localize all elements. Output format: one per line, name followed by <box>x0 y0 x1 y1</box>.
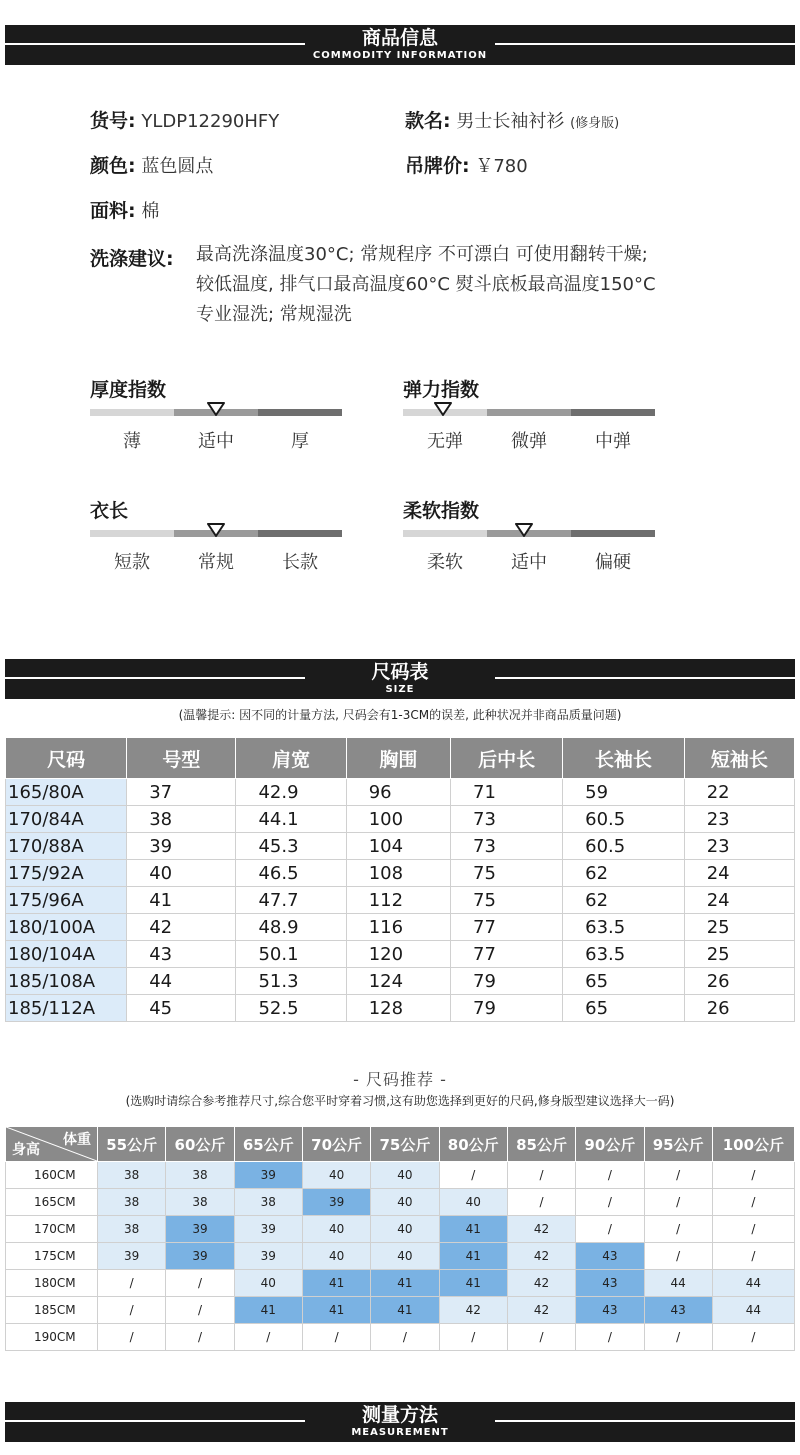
recommend-cell: 40 <box>234 1270 302 1297</box>
recommend-cell: / <box>507 1324 575 1351</box>
gauge-label: 中弹 <box>595 431 631 452</box>
gauge-segment <box>258 409 342 416</box>
recommend-corner <box>6 1127 98 1162</box>
recommend-cell: / <box>98 1324 166 1351</box>
style-name-value: 男士长袖衬衫 <box>456 111 565 132</box>
recommend-cell: 38 <box>98 1216 166 1243</box>
height-row-header: 160CM <box>6 1162 98 1189</box>
size-value-cell: 116 <box>346 914 450 941</box>
size-code-cell: 185/112A <box>6 995 127 1022</box>
size-value-cell: 23 <box>684 833 794 860</box>
size-col-header: 号型 <box>127 738 236 779</box>
size-value-cell: 71 <box>451 779 563 806</box>
size-value-cell: 65 <box>563 968 685 995</box>
recommend-cell: / <box>712 1324 794 1351</box>
commodity-section-header <box>5 25 795 65</box>
recommend-row <box>6 1297 795 1324</box>
recommend-cell: 39 <box>302 1189 370 1216</box>
size-value-cell: 77 <box>451 941 563 968</box>
size-value-cell: 79 <box>451 995 563 1022</box>
recommend-cell: / <box>576 1216 644 1243</box>
recommend-cell: / <box>644 1162 712 1189</box>
recommend-row <box>6 1324 795 1351</box>
recommend-cell: 41 <box>371 1297 439 1324</box>
weight-col-header: 55公斤 <box>98 1127 166 1162</box>
recommend-cell: / <box>712 1189 794 1216</box>
size-value-cell: 46.5 <box>236 860 346 887</box>
size-value-cell: 44.1 <box>236 806 346 833</box>
recommend-table <box>5 1126 795 1351</box>
recommend-cell: 41 <box>302 1297 370 1324</box>
size-code-cell: 175/92A <box>6 860 127 887</box>
gauge-segment <box>571 530 655 537</box>
recommend-cell: 40 <box>302 1243 370 1270</box>
recommend-cell: / <box>644 1243 712 1270</box>
size-value-cell: 42 <box>127 914 236 941</box>
length-gauge <box>90 496 342 576</box>
gauge-label: 薄 <box>123 431 141 452</box>
weight-col-header: 90公斤 <box>576 1127 644 1162</box>
gauge-label: 厚 <box>291 431 309 452</box>
size-title-cn: 尺码表 <box>371 661 429 683</box>
recommend-cell: 39 <box>166 1243 234 1270</box>
recommend-cell: / <box>576 1162 644 1189</box>
recommend-cell: 40 <box>302 1216 370 1243</box>
size-value-cell: 47.7 <box>236 887 346 914</box>
size-value-cell: 63.5 <box>563 941 685 968</box>
wash-line: 最高洗涤温度30°C; 常规程序 不可漂白 可使用翻转干燥; <box>196 244 648 265</box>
size-value-cell: 73 <box>451 806 563 833</box>
gauge-label: 常规 <box>198 552 234 573</box>
size-code-cell: 170/88A <box>6 833 127 860</box>
item-number-value: YLDP12290HFY <box>141 111 280 132</box>
recommend-cell: 38 <box>98 1189 166 1216</box>
color-value: 蓝色圆点 <box>141 156 214 177</box>
color-label: 颜色: <box>90 155 136 177</box>
recommend-cell: 38 <box>234 1189 302 1216</box>
height-row-header: 170CM <box>6 1216 98 1243</box>
recommend-cell: / <box>302 1324 370 1351</box>
recommend-tip: (选购时请综合参考推荐尺寸,综合您平时穿着习惯,这有助您选择到更好的尺码,修身版型建议选择大一码) <box>125 1094 675 1108</box>
size-section-header <box>5 659 795 699</box>
size-code-cell: 175/96A <box>6 887 127 914</box>
recommend-cell: 41 <box>302 1270 370 1297</box>
gauge-title: 衣长 <box>90 500 129 522</box>
measure-section-header <box>5 1402 795 1442</box>
recommend-cell: 43 <box>576 1270 644 1297</box>
recommend-cell: 41 <box>439 1216 507 1243</box>
recommend-cell: 41 <box>371 1270 439 1297</box>
size-col-header: 尺码 <box>6 738 127 779</box>
measure-title-en: MEASUREMENT <box>351 1427 449 1438</box>
commodity-title-en: COMMODITY INFORMATION <box>312 50 488 61</box>
size-value-cell: 52.5 <box>236 995 346 1022</box>
recommend-cell: 38 <box>166 1162 234 1189</box>
size-table-header-row <box>6 738 795 779</box>
tag-price-value: ￥780 <box>475 156 528 177</box>
recommend-cell: 38 <box>166 1189 234 1216</box>
size-value-cell: 96 <box>346 779 450 806</box>
weight-col-header: 80公斤 <box>439 1127 507 1162</box>
recommend-cell: / <box>507 1189 575 1216</box>
size-value-cell: 38 <box>127 806 236 833</box>
size-row <box>6 968 795 995</box>
gauge-segment <box>571 409 655 416</box>
recommend-cell: 42 <box>507 1216 575 1243</box>
gauge-title: 弹力指数 <box>403 379 480 401</box>
fabric-label: 面料: <box>90 200 136 222</box>
size-row <box>6 941 795 968</box>
recommend-cell: 43 <box>644 1297 712 1324</box>
wash-advice-lines <box>196 244 716 334</box>
size-value-cell: 42.9 <box>236 779 346 806</box>
recommend-row <box>6 1270 795 1297</box>
size-value-cell: 73 <box>451 833 563 860</box>
height-row-header: 190CM <box>6 1324 98 1351</box>
size-col-header: 肩宽 <box>236 738 346 779</box>
size-code-cell: 185/108A <box>6 968 127 995</box>
size-code-cell: 180/100A <box>6 914 127 941</box>
size-value-cell: 104 <box>346 833 450 860</box>
size-value-cell: 39 <box>127 833 236 860</box>
gauge-segment <box>403 530 487 537</box>
color <box>90 155 213 178</box>
recommend-cell: 39 <box>234 1216 302 1243</box>
size-value-cell: 51.3 <box>236 968 346 995</box>
recommend-cell: 44 <box>644 1270 712 1297</box>
gauge-segment <box>487 409 571 416</box>
gauge-label: 微弹 <box>511 431 547 452</box>
recommend-cell: 39 <box>98 1243 166 1270</box>
height-row-header: 180CM <box>6 1270 98 1297</box>
recommend-cell: / <box>644 1216 712 1243</box>
size-value-cell: 40 <box>127 860 236 887</box>
recommend-cell: 44 <box>712 1270 794 1297</box>
size-code-cell: 170/84A <box>6 806 127 833</box>
size-value-cell: 60.5 <box>563 806 685 833</box>
gauge-label: 适中 <box>198 431 234 452</box>
weight-col-header: 75公斤 <box>371 1127 439 1162</box>
size-value-cell: 43 <box>127 941 236 968</box>
item-number <box>90 110 279 133</box>
size-value-cell: 128 <box>346 995 450 1022</box>
thickness-gauge <box>90 375 342 455</box>
size-value-cell: 120 <box>346 941 450 968</box>
recommend-cell: / <box>507 1162 575 1189</box>
size-value-cell: 22 <box>684 779 794 806</box>
recommend-cell: 39 <box>234 1243 302 1270</box>
gauge-title: 柔软指数 <box>403 500 480 522</box>
weight-col-header: 60公斤 <box>166 1127 234 1162</box>
weight-col-header: 95公斤 <box>644 1127 712 1162</box>
elasticity-gauge <box>403 375 655 455</box>
recommend-cell: / <box>712 1243 794 1270</box>
recommend-cell: 41 <box>439 1270 507 1297</box>
size-col-header: 胸围 <box>346 738 450 779</box>
recommend-cell: 44 <box>712 1297 794 1324</box>
fabric-value: 棉 <box>141 201 160 222</box>
size-value-cell: 60.5 <box>563 833 685 860</box>
recommend-cell: / <box>166 1297 234 1324</box>
height-row-header: 175CM <box>6 1243 98 1270</box>
recommend-cell: 40 <box>371 1189 439 1216</box>
size-value-cell: 37 <box>127 779 236 806</box>
size-col-header: 后中长 <box>451 738 563 779</box>
fabric <box>90 200 159 223</box>
recommend-cell: / <box>439 1162 507 1189</box>
recommend-row <box>6 1243 795 1270</box>
size-value-cell: 44 <box>127 968 236 995</box>
recommend-cell: 39 <box>234 1162 302 1189</box>
size-row <box>6 833 795 860</box>
recommend-cell: / <box>576 1324 644 1351</box>
corner-weight-label: 体重 <box>63 1132 91 1148</box>
size-value-cell: 45.3 <box>236 833 346 860</box>
recommend-cell: / <box>712 1162 794 1189</box>
size-value-cell: 65 <box>563 995 685 1022</box>
recommend-row <box>6 1162 795 1189</box>
size-value-cell: 75 <box>451 860 563 887</box>
size-col-header: 长袖长 <box>563 738 685 779</box>
recommend-cell: 42 <box>507 1297 575 1324</box>
gauge-label: 短款 <box>114 552 150 573</box>
recommend-row <box>6 1189 795 1216</box>
gauge-label: 无弹 <box>427 431 463 452</box>
size-value-cell: 108 <box>346 860 450 887</box>
tag-price <box>405 155 528 178</box>
gauge-label: 柔软 <box>427 552 463 573</box>
style-name-label: 款名: <box>405 110 451 132</box>
recommend-cell: 41 <box>234 1297 302 1324</box>
gauge-segment <box>90 409 174 416</box>
item-number-label: 货号: <box>90 110 136 132</box>
size-value-cell: 23 <box>684 806 794 833</box>
size-tip: (温馨提示: 因不同的计量方法, 尺码会有1-3CM的误差, 此种状况并非商品质量问题) <box>178 708 622 722</box>
size-value-cell: 24 <box>684 887 794 914</box>
measure-title-cn: 测量方法 <box>361 1404 438 1426</box>
recommend-cell: / <box>166 1324 234 1351</box>
weight-col-header: 65公斤 <box>234 1127 302 1162</box>
size-title-en: SIZE <box>385 684 415 695</box>
size-row <box>6 914 795 941</box>
size-row <box>6 806 795 833</box>
recommend-title: - 尺码推荐 - <box>353 1070 447 1089</box>
gauge-label: 长款 <box>282 552 318 573</box>
weight-col-header: 85公斤 <box>507 1127 575 1162</box>
recommend-cell: 40 <box>439 1189 507 1216</box>
size-value-cell: 50.1 <box>236 941 346 968</box>
gauge-segment <box>258 530 342 537</box>
size-value-cell: 100 <box>346 806 450 833</box>
recommend-cell: 40 <box>371 1243 439 1270</box>
size-value-cell: 24 <box>684 860 794 887</box>
size-table <box>5 737 795 1022</box>
recommend-cell: 38 <box>98 1162 166 1189</box>
size-row <box>6 779 795 806</box>
recommend-cell: / <box>644 1189 712 1216</box>
recommend-cell: / <box>644 1324 712 1351</box>
size-col-header: 短袖长 <box>684 738 794 779</box>
recommend-cell: / <box>576 1189 644 1216</box>
gauge-segment <box>90 530 174 537</box>
height-row-header: 165CM <box>6 1189 98 1216</box>
recommend-cell: 43 <box>576 1243 644 1270</box>
gauge-label: 适中 <box>511 552 547 573</box>
wash-line: 较低温度, 排气口最高温度60°C 熨斗底板最高温度150°C <box>196 274 656 295</box>
size-value-cell: 48.9 <box>236 914 346 941</box>
wash-line: 专业湿洗; 常规湿洗 <box>196 304 352 325</box>
size-value-cell: 79 <box>451 968 563 995</box>
size-table-body <box>6 779 795 1022</box>
gauge-label: 偏硬 <box>595 552 631 573</box>
tag-price-label: 吊牌价: <box>405 155 470 177</box>
size-code-cell: 165/80A <box>6 779 127 806</box>
size-value-cell: 112 <box>346 887 450 914</box>
recommend-cell: / <box>166 1270 234 1297</box>
style-name <box>405 110 619 135</box>
recommend-cell: / <box>234 1324 302 1351</box>
recommend-cell: 42 <box>507 1270 575 1297</box>
recommend-cell: / <box>98 1297 166 1324</box>
recommend-cell: / <box>98 1270 166 1297</box>
recommend-header-row <box>6 1127 795 1162</box>
wash-advice-label: 洗涤建议: <box>90 248 174 270</box>
size-code-cell: 180/104A <box>6 941 127 968</box>
recommend-cell: 42 <box>507 1243 575 1270</box>
style-name-note: (修身版) <box>570 116 620 131</box>
softness-gauge <box>403 496 655 576</box>
recommend-cell: 40 <box>371 1162 439 1189</box>
recommend-cell: 39 <box>166 1216 234 1243</box>
corner-height-label: 身高 <box>12 1142 40 1158</box>
size-value-cell: 25 <box>684 914 794 941</box>
size-value-cell: 26 <box>684 995 794 1022</box>
recommend-cell: 41 <box>439 1243 507 1270</box>
gauge-title: 厚度指数 <box>90 379 167 401</box>
size-value-cell: 45 <box>127 995 236 1022</box>
commodity-title-cn: 商品信息 <box>361 27 438 49</box>
size-row <box>6 887 795 914</box>
size-value-cell: 77 <box>451 914 563 941</box>
size-value-cell: 41 <box>127 887 236 914</box>
size-value-cell: 63.5 <box>563 914 685 941</box>
size-value-cell: 62 <box>563 860 685 887</box>
size-value-cell: 62 <box>563 887 685 914</box>
recommend-cell: 40 <box>371 1216 439 1243</box>
weight-col-header: 100公斤 <box>712 1127 794 1162</box>
size-value-cell: 25 <box>684 941 794 968</box>
weight-col-header: 70公斤 <box>302 1127 370 1162</box>
size-row <box>6 860 795 887</box>
recommend-table-body <box>6 1162 795 1351</box>
recommend-cell: / <box>712 1216 794 1243</box>
recommend-row <box>6 1216 795 1243</box>
height-row-header: 185CM <box>6 1297 98 1324</box>
recommend-cell: / <box>439 1324 507 1351</box>
recommend-cell: 43 <box>576 1297 644 1324</box>
size-row <box>6 995 795 1022</box>
recommend-cell: 42 <box>439 1297 507 1324</box>
size-value-cell: 59 <box>563 779 685 806</box>
size-value-cell: 75 <box>451 887 563 914</box>
recommend-cell: 40 <box>302 1162 370 1189</box>
recommend-cell: / <box>371 1324 439 1351</box>
size-value-cell: 26 <box>684 968 794 995</box>
size-value-cell: 124 <box>346 968 450 995</box>
